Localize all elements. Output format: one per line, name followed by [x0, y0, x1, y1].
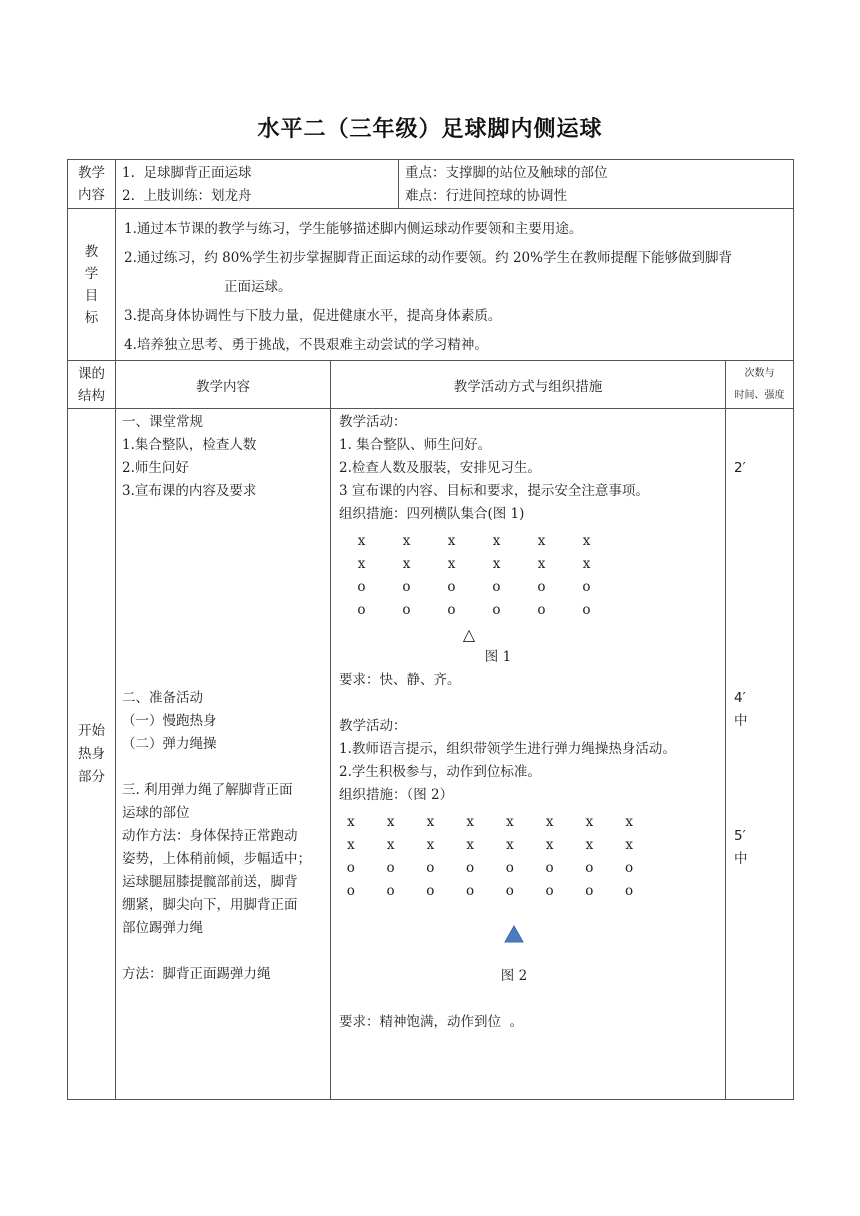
- warmup-activity: 教学活动： 1. 集合整队、师生问好。 2.检查人数及服装，安排见习生。 3 宣布课的内容、目标和要求，提示安全注意事项。 组织措施：四列横队集合(图 1) x x x x x x x x x x x x o o o o o o o o o o o o △ 图 1 要求：快、静、齐。 教学活动： 1.教师语言提示，组织带领学生进行弹力绳操热身活动。 2.学生积极参与，动作到位标准。 组织措施：（图 2） x x x x x x x x x x x x x x x x o o o o o o o o o o o o o o o o 图 2 要求：精神饱满，动作到位 。: [331, 409, 726, 1100]
- figure-2-caption: 图 2: [500, 968, 528, 984]
- warmup-content: 一、课堂常规 1.集合整队，检查人数 2.师生问好 3.宣布课的内容及要求 二、准备活动 （一）慢跑热身 （二）弹力绳操 三. 利用弹力绳了解脚背正面 运球的部位 动作方法：身体保持正常跑动 姿势，上体稍前倾，步幅适中； 运球腿屈膝提髋部前送，脚背 绷紧，脚尖向下，用脚背正面 部位踢弹力绳 方法：脚背正面踢弹力绳: [116, 409, 331, 1100]
- label-warmup: 开始热身部分: [68, 409, 116, 1100]
- goal-item-4: 4.培养独立思考、勇于挑战，不畏艰难主动尝试的学习精神。: [124, 337, 488, 353]
- warmup-time: [726, 409, 794, 1100]
- teaching-content-list: [116, 160, 399, 209]
- time-1: 2′: [734, 460, 746, 476]
- difficulty: 难点：行进间控球的协调性: [405, 188, 567, 204]
- teaching-goals-list: [116, 209, 794, 361]
- formation-figure-2: x x x x x x x x x x x x x x x x o o o o o o o o o o o o o o o o: [346, 814, 634, 899]
- goal-item-3: 3.提高身体协调性与下肢力量，促进健康水平，提高身体素质。: [124, 308, 502, 324]
- header-content: 教学内容: [116, 361, 331, 409]
- header-time: 次数与 时间、强度: [726, 361, 794, 409]
- content-item-1: 1. 足球脚背正面运球: [122, 165, 252, 181]
- requirement-1: 要求：快、静、齐。: [339, 672, 461, 688]
- header-activity: 教学活动方式与组织措施: [331, 361, 726, 409]
- intensity-3: 中: [734, 851, 748, 867]
- row-header: [68, 361, 794, 409]
- lesson-plan-table: [67, 159, 794, 1100]
- label-teaching-content: 教学内容: [68, 160, 116, 209]
- page-title: 水平二（三年级）足球脚内侧运球: [257, 117, 603, 142]
- label-teaching-goals: 教学目标: [68, 209, 116, 361]
- teacher-filled-triangle-icon: [339, 925, 689, 943]
- teacher-triangle-icon: △: [462, 625, 476, 644]
- goal-item-1: 1.通过本节课的教学与练习，学生能够描述脚内侧运球动作要领和主要用途。: [124, 221, 583, 237]
- header-structure: 课的结构: [68, 361, 116, 409]
- figure-1-caption: 图 1: [484, 649, 512, 665]
- time-3: 5′: [734, 828, 746, 844]
- key-points: [399, 160, 794, 209]
- content-item-2: 2. 上肢训练：划龙舟: [122, 188, 252, 204]
- key-point: 重点：支撑脚的站位及触球的部位: [405, 165, 608, 181]
- goal-item-2-cont: 正面运球。: [224, 279, 292, 295]
- row-warmup-section: [68, 409, 794, 1100]
- goal-item-2: 2.通过练习，约 80%学生初步掌握脚背正面运球的动作要领。约 20%学生在教师提醒下能够做到脚背: [124, 250, 732, 266]
- formation-figure-1: x x x x x x x x x x x x o o o o o o o o o o o o: [357, 533, 591, 618]
- time-2: 4′: [734, 690, 746, 706]
- row-teaching-content: [68, 160, 794, 209]
- requirement-2: 要求：精神饱满，动作到位 。: [339, 1014, 524, 1030]
- intensity-2: 中: [734, 713, 748, 729]
- row-teaching-goals: [68, 209, 794, 361]
